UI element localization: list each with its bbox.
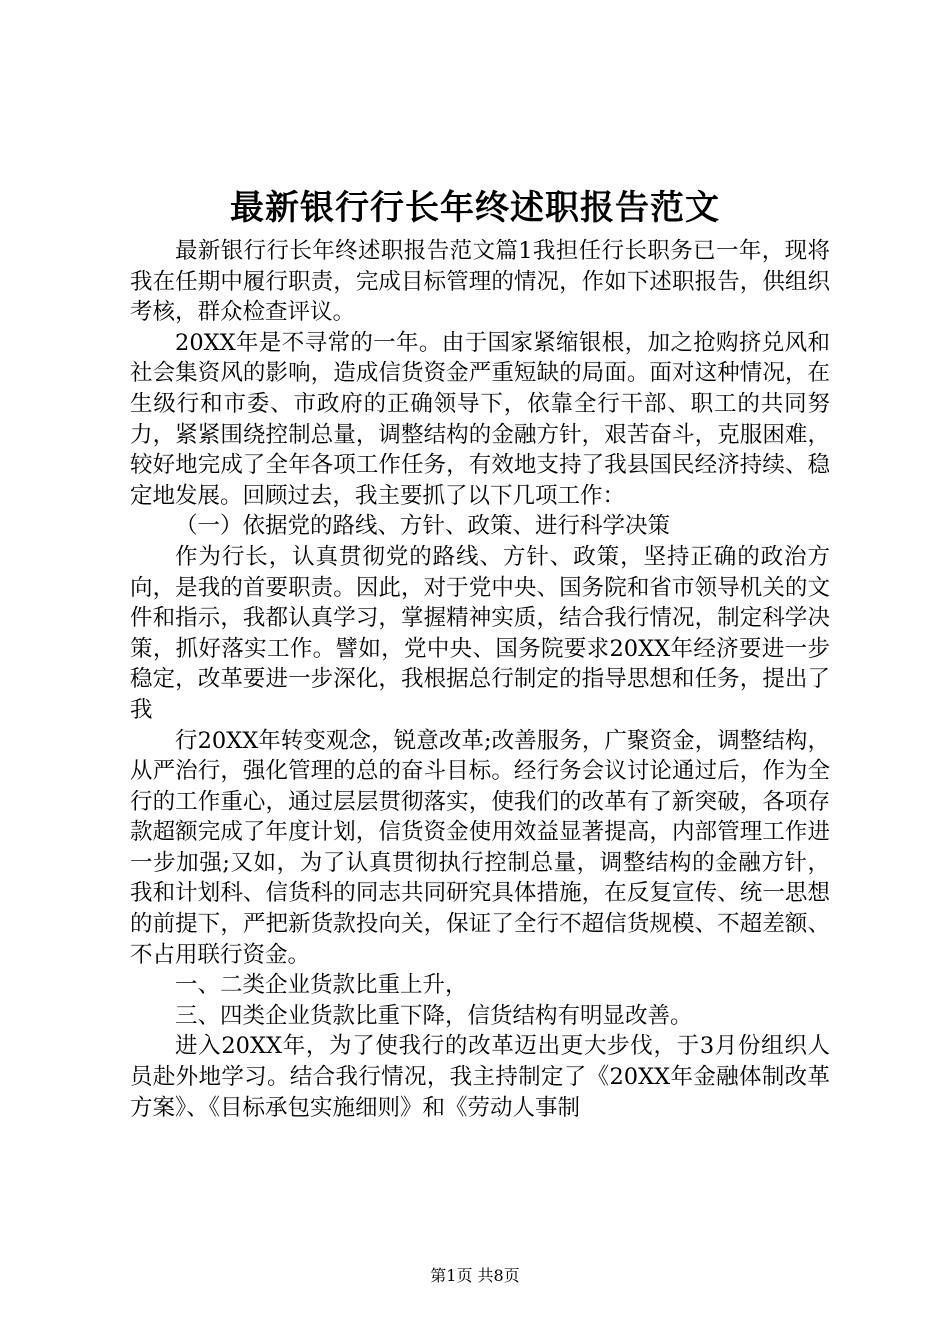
page-number-footer: 第1页 共8页 [430,1266,520,1285]
paragraph-loan-decline: 三、四类企业货款比重下降，信货结构有明显改善。 [175,1002,693,1029]
paragraph-leadership-duty: 作为行长，认真贯彻党的路线、方针、政策，坚持正确的政治方向，是我的首要职责。因此，对于党中央、国务院和省市领导机关的文件和指示，我都认真学习，掌握精神实质，结合我行情况，制定科学决策，抓好落实工作。譬如，党中央、国务院要求20XX年经济要进一步稳定，改革要进一步深化，我根据总行制定的指导思想和任务，提出了我 [130,543,830,723]
paragraph-year-overview: 20XX年是不寻常的一年。由于国家紧缩银根，加之抢购挤兑风和社会集资风的影响，造成信货资金严重短缺的局面。面对这种情况，在生级行和市委、市政府的正确领导下，依靠全行干部、职工的共同努力，紧紧围绕控制总量，调整结构的金融方针，艰苦奋斗，克服困难，较好地完成了全年各项工作任务，有效地支持了我县国民经济持续、稳定地发展。回顾过去，我主要抓了以下几项工作： [130,329,830,509]
section-heading-1: （一）依据党的路线、方针、政策、进行科学决策 [175,513,671,540]
paragraph-intro: 最新银行行长年终述职报告范文篇1我担任行长职务已一年，现将我在任期中履行职责，完成目标管理的情况，作如下述职报告，供组织考核，群众检查评议。 [130,238,830,326]
paragraph-new-year-reform: 进入20XX年，为了使我行的改革迈出更大步伐，于3月份组织人员赴外地学习。结合我行情况，我主持制定了《20XX年金融体制改革方案》、《目标承包实施细则》和《劳动人事制 [130,1033,830,1121]
document-title: 最新银行行长年终述职报告范文 [230,188,720,228]
document-body [130,236,830,1123]
paragraph-loan-rise: 一、二类企业货款比重上升， [175,972,468,999]
paragraph-reform-goals: 行20XX年转变观念，锐意改革;改善服务，广聚资金，调整结构，从严治行，强化管理的总的奋斗目标。经行务会议讨论通过后，作为全行的工作重心，通过层层贯彻落实，使我们的改革有了新突破，各项存款超额完成了年度计划，信货资金使用效益显著提高，内部管理工作进一步加强;又如，为了认真贯彻执行控制总量，调整结构的金融方针，我和计划科、信货科的同志共同研究具体措施，在反复宣传、统一思想的前提下，严把新货款投向关，保证了全行不超信货规模、不超差额、不占用联行资金。 [130,727,830,968]
